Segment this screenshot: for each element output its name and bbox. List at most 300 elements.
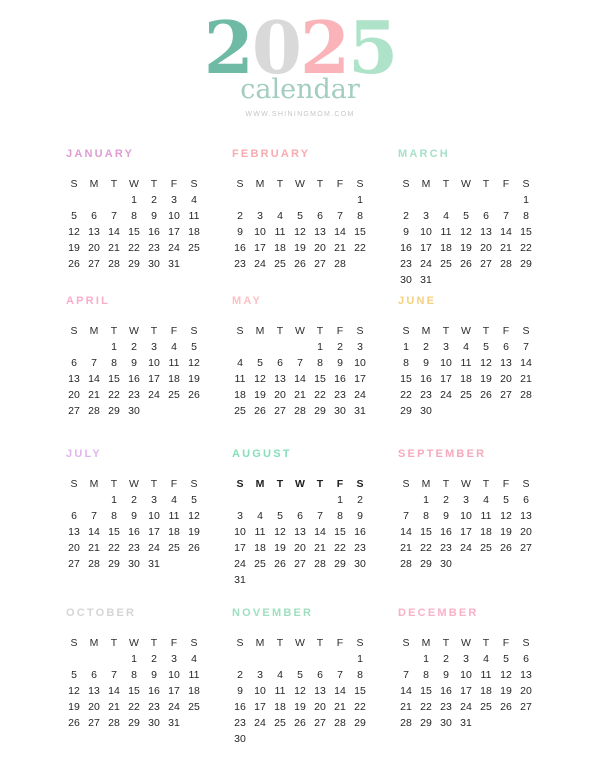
day-cell: 12 [294,685,306,697]
day-cell: 10 [460,510,472,522]
weekday-label: S [522,324,530,337]
day-cell: 16 [440,685,452,697]
day-cell: 26 [460,258,472,270]
month-table [396,175,536,288]
weekday-label: W [129,324,139,337]
day-cell: 4 [171,341,177,353]
day-cell: 4 [483,494,489,506]
day-cell: 18 [440,242,452,254]
weekday-label: M [89,477,99,490]
month-table [230,322,370,419]
day-cell: 29 [520,258,532,270]
weekday-row [396,634,536,651]
day-cell: 14 [108,226,120,238]
day-cell: 22 [128,701,140,713]
weekday-label: S [190,177,198,190]
day-cell: 5 [503,653,509,665]
day-cell: 5 [463,210,469,222]
day-cell: 8 [111,357,117,369]
day-cell: 2 [403,210,409,222]
empty-cell [516,556,536,572]
months-grid [64,148,536,747]
day-cell: 20 [274,389,286,401]
empty-cell [350,256,370,272]
empty-cell [270,731,290,747]
day-cell: 9 [443,510,449,522]
week-row [230,256,370,272]
month-block [230,295,370,419]
day-cell: 7 [523,341,529,353]
month-title: OCTOBER [66,607,137,619]
day-cell: 10 [148,357,160,369]
day-cell: 22 [108,389,120,401]
day-cell: 1 [111,494,117,506]
day-cell: 23 [440,542,452,554]
weekday-label: W [129,636,139,649]
day-cell: 26 [254,405,266,417]
day-cell: 14 [400,685,412,697]
week-row [230,339,370,355]
empty-cell [310,651,330,667]
day-cell: 9 [237,226,243,238]
day-cell: 30 [400,274,412,286]
day-cell: 10 [354,357,366,369]
weekday-label: T [316,477,324,490]
day-cell: 3 [237,510,243,522]
day-cell: 18 [480,526,492,538]
day-cell: 10 [234,526,246,538]
calendar-header [0,0,600,118]
day-cell: 26 [480,389,492,401]
day-cell: 9 [151,669,157,681]
month-block [64,148,204,272]
day-cell: 22 [420,701,432,713]
day-cell: 5 [297,210,303,222]
week-row [396,272,536,288]
day-cell: 31 [354,405,366,417]
day-cell: 25 [460,389,472,401]
day-cell: 1 [423,653,429,665]
weekday-label: S [402,477,410,490]
day-cell: 7 [297,357,303,369]
day-cell: 1 [131,653,137,665]
empty-cell [250,731,270,747]
day-cell: 21 [108,701,120,713]
weekday-label: S [190,636,198,649]
weekday-label: W [129,177,139,190]
weekday-label: M [89,177,99,190]
day-cell: 24 [460,701,472,713]
day-cell: 28 [520,389,532,401]
day-cell: 25 [274,258,286,270]
weekday-label: F [502,477,510,490]
day-cell: 2 [443,653,449,665]
day-cell: 14 [500,226,512,238]
empty-cell [270,651,290,667]
day-cell: 21 [88,542,100,554]
weekday-label: S [236,636,244,649]
day-cell: 9 [237,685,243,697]
week-row [396,339,536,355]
day-cell: 19 [460,242,472,254]
weekday-label: S [402,324,410,337]
day-cell: 28 [294,405,306,417]
month-table [64,475,204,572]
empty-cell [64,651,84,667]
day-cell: 17 [440,373,452,385]
day-cell: 30 [334,405,346,417]
day-cell: 17 [460,685,472,697]
day-cell: 19 [274,542,286,554]
day-cell: 6 [297,510,303,522]
day-cell: 24 [354,389,366,401]
empty-cell [230,492,250,508]
month-table [396,475,536,572]
month-title: JULY [66,448,102,460]
empty-cell [184,403,204,419]
day-cell: 18 [188,685,200,697]
day-cell: 12 [274,526,286,538]
day-cell: 11 [480,510,492,522]
day-cell: 19 [68,701,80,713]
weekday-label: T [276,636,284,649]
day-cell: 8 [337,510,343,522]
weekday-label: M [421,324,431,337]
empty-cell [396,492,416,508]
empty-cell [84,651,104,667]
week-row [396,683,536,699]
day-cell: 5 [277,510,283,522]
day-cell: 25 [168,389,180,401]
weekday-label: S [236,477,244,490]
day-cell: 14 [334,685,346,697]
weekday-label: F [336,636,344,649]
day-cell: 30 [440,717,452,729]
day-cell: 27 [520,542,532,554]
day-cell: 1 [423,494,429,506]
month-table [230,634,370,747]
day-cell: 27 [68,405,80,417]
day-cell: 8 [111,510,117,522]
day-cell: 7 [317,510,323,522]
day-cell: 28 [314,558,326,570]
empty-cell [496,272,516,288]
day-cell: 14 [88,526,100,538]
day-cell: 16 [440,526,452,538]
day-cell: 31 [168,258,180,270]
day-cell: 10 [168,210,180,222]
day-cell: 2 [237,210,243,222]
month-title: SEPTEMBER [398,448,487,460]
empty-cell [456,556,476,572]
day-cell: 23 [148,242,160,254]
day-cell: 18 [460,373,472,385]
empty-cell [84,192,104,208]
empty-cell [456,192,476,208]
day-cell: 1 [337,494,343,506]
week-row [64,540,204,556]
day-cell: 25 [440,258,452,270]
week-row [64,508,204,524]
day-cell: 7 [91,357,97,369]
weekday-label: S [70,636,78,649]
day-cell: 16 [354,526,366,538]
day-cell: 11 [274,226,286,238]
week-row [64,208,204,224]
empty-cell [350,731,370,747]
month-title: DECEMBER [398,607,479,619]
week-row [230,683,370,699]
empty-cell [104,192,124,208]
empty-cell [290,492,310,508]
week-row [230,540,370,556]
week-row [396,403,536,419]
empty-cell [330,192,350,208]
day-cell: 21 [108,242,120,254]
year-digit: 5 [348,5,397,90]
day-cell: 4 [443,210,449,222]
day-cell: 16 [148,685,160,697]
day-cell: 5 [257,357,263,369]
day-cell: 29 [400,405,412,417]
day-cell: 8 [131,669,137,681]
empty-cell [476,556,496,572]
weekday-row [230,634,370,651]
week-row [230,524,370,540]
weekday-label: F [502,177,510,190]
day-cell: 27 [88,258,100,270]
empty-cell [270,339,290,355]
weekday-label: T [482,636,490,649]
day-cell: 3 [151,341,157,353]
month-block [230,607,370,747]
day-cell: 26 [188,542,200,554]
day-cell: 21 [294,389,306,401]
empty-cell [250,572,270,588]
month-block [396,295,536,419]
weekday-label: T [482,177,490,190]
week-row [230,224,370,240]
week-row [64,715,204,731]
day-cell: 7 [503,210,509,222]
weekday-label: T [150,324,158,337]
day-cell: 10 [420,226,432,238]
day-cell: 17 [254,701,266,713]
weekday-label: F [336,177,344,190]
weekday-label: T [150,177,158,190]
week-row [64,556,204,572]
week-row [230,492,370,508]
day-cell: 21 [520,373,532,385]
weekday-label: S [402,636,410,649]
day-cell: 30 [420,405,432,417]
day-cell: 20 [520,685,532,697]
day-cell: 12 [188,510,200,522]
week-row [230,403,370,419]
day-cell: 5 [191,341,197,353]
day-cell: 23 [354,542,366,554]
day-cell: 14 [108,685,120,697]
day-cell: 24 [420,258,432,270]
month-table [230,175,370,272]
empty-cell [310,192,330,208]
weekday-row [64,475,204,492]
day-cell: 24 [440,389,452,401]
day-cell: 1 [403,341,409,353]
day-cell: 22 [128,242,140,254]
day-cell: 20 [480,242,492,254]
day-cell: 8 [357,210,363,222]
weekday-label: F [170,177,178,190]
day-cell: 11 [440,226,452,238]
weekday-label: M [89,636,99,649]
month-block [64,607,204,731]
day-cell: 2 [237,669,243,681]
day-cell: 31 [168,717,180,729]
week-row [230,355,370,371]
day-cell: 15 [354,685,366,697]
day-cell: 15 [128,226,140,238]
week-row [396,355,536,371]
day-cell: 27 [274,405,286,417]
empty-cell [64,339,84,355]
weekday-label: M [255,636,265,649]
weekday-label: M [255,324,265,337]
day-cell: 29 [354,717,366,729]
day-cell: 29 [420,558,432,570]
day-cell: 13 [88,226,100,238]
day-cell: 11 [168,510,180,522]
day-cell: 20 [88,701,100,713]
weekday-label: T [110,177,118,190]
day-cell: 22 [354,701,366,713]
day-cell: 24 [148,542,160,554]
day-cell: 19 [294,242,306,254]
day-cell: 3 [443,341,449,353]
day-cell: 4 [191,653,197,665]
day-cell: 21 [314,542,326,554]
weekday-label: F [170,477,178,490]
day-cell: 8 [523,210,529,222]
weekday-label: S [356,324,364,337]
weekday-label: F [170,636,178,649]
empty-cell [350,572,370,588]
day-cell: 4 [463,341,469,353]
day-cell: 27 [294,558,306,570]
day-cell: 18 [234,389,246,401]
day-cell: 8 [131,210,137,222]
day-cell: 11 [188,210,200,222]
week-row [396,651,536,667]
day-cell: 7 [337,210,343,222]
empty-cell [250,339,270,355]
day-cell: 23 [128,542,140,554]
weekday-label: W [295,636,305,649]
day-cell: 11 [234,373,246,385]
day-cell: 27 [500,389,512,401]
day-cell: 28 [400,558,412,570]
day-cell: 30 [128,405,140,417]
weekday-label: T [442,324,450,337]
day-cell: 9 [337,357,343,369]
weekday-label: S [236,177,244,190]
week-row [230,667,370,683]
weekday-label: T [150,636,158,649]
weekday-label: S [70,477,78,490]
day-cell: 30 [148,258,160,270]
day-cell: 3 [257,210,263,222]
month-table [64,634,204,731]
day-cell: 16 [234,242,246,254]
weekday-label: T [276,324,284,337]
week-row [396,387,536,403]
weekday-row [396,175,536,192]
day-cell: 23 [420,389,432,401]
weekday-label: W [461,477,471,490]
weekday-label: S [190,477,198,490]
day-cell: 10 [168,669,180,681]
empty-cell [516,272,536,288]
day-cell: 12 [500,669,512,681]
day-cell: 15 [108,373,120,385]
day-cell: 9 [131,357,137,369]
empty-cell [184,556,204,572]
day-cell: 13 [274,373,286,385]
day-cell: 16 [148,226,160,238]
month-block [230,148,370,272]
day-cell: 30 [148,717,160,729]
weekday-label: T [316,177,324,190]
day-cell: 20 [68,542,80,554]
year-digit: 0 [251,5,300,90]
day-cell: 21 [400,701,412,713]
day-cell: 24 [254,717,266,729]
week-row [64,387,204,403]
empty-cell [290,651,310,667]
day-cell: 23 [234,258,246,270]
month-title: NOVEMBER [232,607,314,619]
week-row [230,651,370,667]
empty-cell [496,556,516,572]
weekday-label: S [356,636,364,649]
day-cell: 13 [314,226,326,238]
empty-cell [64,492,84,508]
empty-cell [270,192,290,208]
empty-cell [250,651,270,667]
empty-cell [476,272,496,288]
day-cell: 31 [234,574,246,586]
weekday-label: W [461,177,471,190]
day-cell: 23 [440,701,452,713]
week-row [396,667,536,683]
empty-cell [330,572,350,588]
empty-cell [496,192,516,208]
year-digit: 2 [203,5,252,90]
weekday-label: S [70,177,78,190]
day-cell: 13 [314,685,326,697]
weekday-label: T [442,636,450,649]
week-row [64,699,204,715]
day-cell: 18 [168,373,180,385]
day-cell: 22 [314,389,326,401]
week-row [64,355,204,371]
day-cell: 13 [68,526,80,538]
day-cell: 30 [354,558,366,570]
day-cell: 17 [354,373,366,385]
weekday-label: W [295,324,305,337]
week-row [230,240,370,256]
day-cell: 5 [503,494,509,506]
